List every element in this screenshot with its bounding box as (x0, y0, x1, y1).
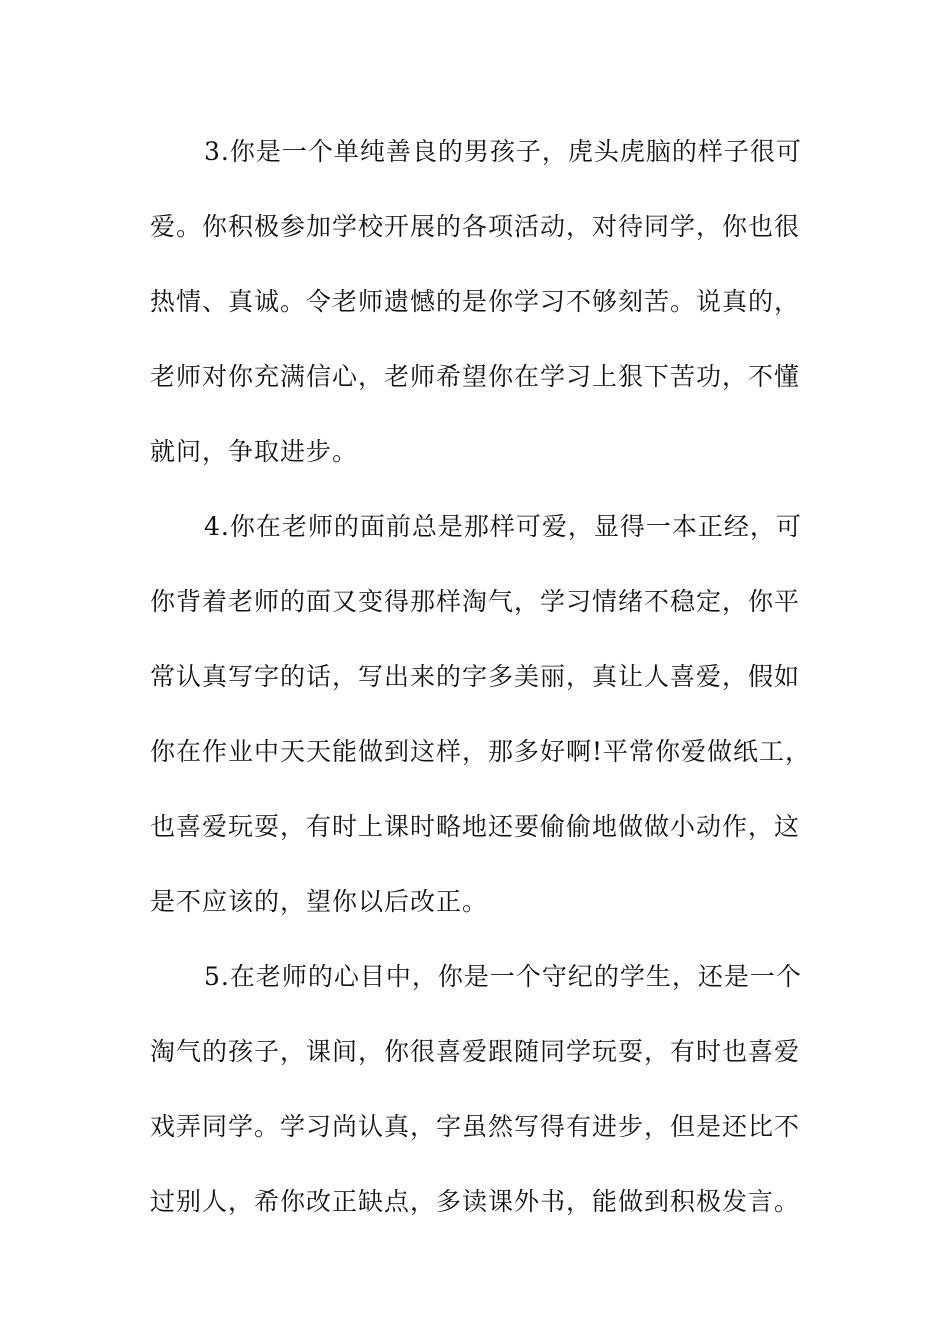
paragraph-3 (150, 114, 802, 489)
paragraph-line: 热情、真诚。令老师遗憾的是你学习不够刻苦。说真的， (150, 287, 801, 316)
document-body (150, 114, 812, 1239)
paragraph-line: 5.在老师的心目中，你是一个守纪的学生，还是一个 (204, 962, 802, 991)
paragraph-line: 老师对你充满信心，老师希望你在学习上狠下苦功，不懂 (150, 362, 801, 391)
paragraph-line: 就问，争取进步。 (150, 437, 359, 466)
paragraph-line: 常认真写字的话，写出来的字多美丽，真让人喜爱，假如 (150, 662, 801, 691)
paragraph-line: 淘气的孩子，课间，你很喜爱跟随同学玩耍，有时也喜爱 (150, 1037, 801, 1066)
paragraph-line: 4.你在老师的面前总是那样可爱，显得一本正经，可 (204, 512, 802, 541)
paragraph-line: 你在作业中天天能做到这样，那多好啊!平常你爱做纸工， (150, 737, 812, 766)
paragraph-4 (150, 489, 812, 939)
paragraph-line: 3.你是一个单纯善良的男孩子，虎头虎脑的样子很可 (204, 137, 802, 166)
paragraph-line: 爱。你积极参加学校开展的各项活动，对待同学，你也很 (150, 212, 801, 241)
paragraph-line: 也喜爱玩耍，有时上课时略地还要偷偷地做做小动作，这 (150, 812, 801, 841)
paragraph-line: 是不应该的，望你以后改正。 (150, 887, 489, 916)
paragraph-5 (150, 939, 802, 1239)
paragraph-line: 过别人，希你改正缺点，多读课外书，能做到积极发言。 (150, 1187, 801, 1216)
paragraph-line: 你背着老师的面又变得那样淘气，学习情绪不稳定，你平 (150, 587, 801, 616)
paragraph-line: 戏弄同学。学习尚认真，字虽然写得有进步，但是还比不 (150, 1112, 801, 1141)
